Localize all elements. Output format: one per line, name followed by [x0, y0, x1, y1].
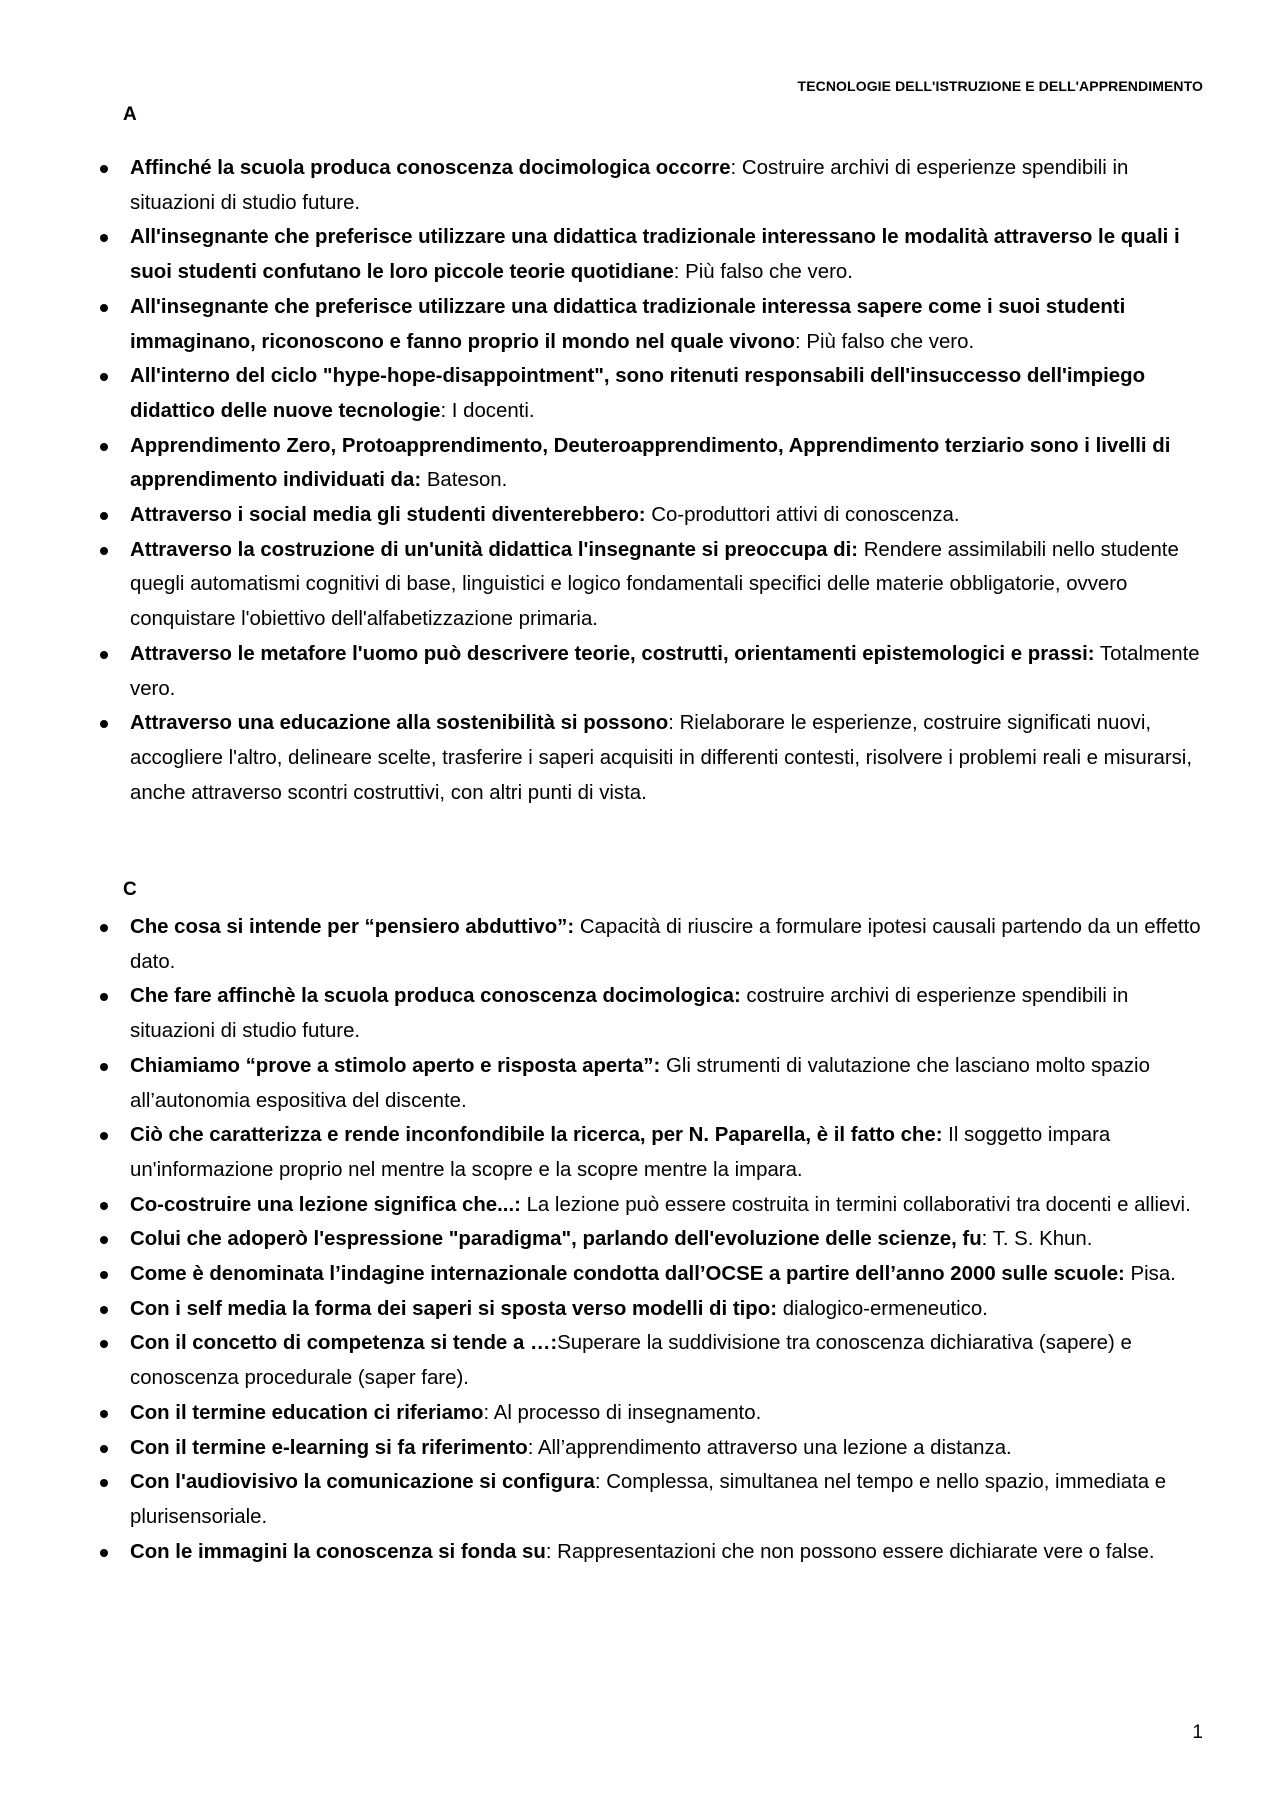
- bullet-icon: [100, 512, 108, 520]
- bullet-icon: [100, 1132, 108, 1140]
- list-item: [130, 1257, 1205, 1292]
- list-item: [130, 1118, 1205, 1187]
- bullet-icon: [100, 547, 108, 555]
- separator: :: [795, 330, 807, 353]
- question-text: Co-costruire una lezione significa che...:: [130, 1193, 521, 1216]
- list-item: [130, 637, 1205, 706]
- bullet-icon: [100, 1410, 108, 1418]
- answer-text: Pisa.: [1130, 1263, 1176, 1286]
- bullet-icon: [100, 443, 108, 451]
- bullet-icon: [100, 1236, 108, 1244]
- answer-text: Costruire archivi di esperienze spendibili in situazioni di studio future.: [130, 157, 1129, 214]
- question-text: Con il termine education ci riferiamo: [130, 1401, 484, 1424]
- list-item: [130, 706, 1205, 810]
- list-item: [130, 979, 1205, 1048]
- bullet-icon: [100, 993, 108, 1001]
- list-item: [130, 498, 1205, 533]
- bullet-icon: [100, 1445, 108, 1453]
- question-text: Con il concetto di competenza si tende a …:: [130, 1332, 558, 1355]
- list-item: [130, 1292, 1205, 1327]
- bullet-icon: [100, 1306, 108, 1314]
- bullet-icon: [100, 651, 108, 659]
- answer-text: Più falso che vero.: [806, 330, 975, 353]
- bullet-icon: [100, 1271, 108, 1279]
- list-item: [130, 220, 1205, 289]
- separator: :: [594, 1471, 607, 1494]
- answer-text: Totalmente vero.: [130, 642, 1200, 700]
- separator: :: [527, 1436, 538, 1459]
- question-text: Con l'audiovisivo la comunicazione si configura: [130, 1471, 595, 1494]
- bullet-icon: [100, 924, 108, 932]
- question-text: Affinché la scuola produca conoscenza docimologica occorre: [130, 157, 731, 179]
- bullet-icon: [100, 1479, 108, 1487]
- question-text: Apprendimento Zero, Protoapprendimento, Deuteroapprendimento, Apprendimento terziario sono i livelli di apprendimento individuati da:: [130, 434, 1171, 492]
- separator: :: [545, 1540, 558, 1563]
- list-item: [130, 1222, 1205, 1257]
- answer-text: Rappresentazioni che non possono essere dichiarate vere o false.: [557, 1540, 1155, 1563]
- question-text: Attraverso una educazione alla sostenibilità si possono: [130, 712, 669, 735]
- section-c-list: [130, 910, 1205, 1569]
- list-item: [130, 533, 1205, 637]
- answer-text: dialogico-ermeneutico.: [782, 1297, 988, 1320]
- bullet-icon: [100, 1549, 108, 1557]
- separator: :: [981, 1228, 993, 1251]
- running-header: TECNOLOGIE DELL'ISTRUZIONE E DELL'APPRENDIMENTO: [797, 78, 1203, 94]
- answer-text: Gli strumenti di valutazione che lasciano molto spazio all’autonomia espositiva del discente.: [130, 1054, 1150, 1112]
- bullet-icon: [100, 234, 108, 242]
- separator: :: [440, 399, 452, 422]
- answer-text: Capacità di riuscire a formulare ipotesi causali partendo da un effetto dato.: [130, 916, 1201, 973]
- question-text: Con il termine e-learning si fa riferimento: [130, 1436, 528, 1459]
- question-text: All'interno del ciclo "hype-hope-disappointment", sono ritenuti responsabili dell'insuccesso dell'impiego didattico delle nuove tecnologie: [130, 365, 1146, 422]
- list-item: [130, 1188, 1205, 1223]
- answer-text: Bateson.: [426, 469, 508, 492]
- answer-text: T. S. Khun.: [992, 1228, 1093, 1251]
- question-text: Chiamiamo “prove a stimolo aperto e risposta aperta”:: [130, 1054, 661, 1077]
- list-item: [130, 1049, 1205, 1118]
- list-item: [130, 910, 1205, 979]
- answer-text: Superare la suddivisione tra conoscenza dichiarativa (sapere) e conoscenza procedurale (saper fare).: [130, 1332, 1132, 1390]
- question-text: Ciò che caratterizza e rende inconfondibile la ricerca, per N. Paparella, è il fatto che:: [130, 1124, 943, 1147]
- question-text: Che cosa si intende per “pensiero abduttivo”:: [130, 916, 575, 938]
- question-text: All'insegnante che preferisce utilizzare una didattica tradizionale interessano le modalità attraverso le quali i suoi studenti confutano le loro piccole teorie quotidiane: [130, 226, 1180, 284]
- question-text: Come è denominata l’indagine internazionale condotta dall’OCSE a partire dell’anno 2000 sulle scuole:: [130, 1263, 1125, 1286]
- section-heading-a: A: [123, 104, 137, 125]
- answer-text: I docenti.: [451, 399, 535, 422]
- separator: :: [668, 712, 680, 735]
- question-text: All'insegnante che preferisce utilizzare una didattica tradizionale interessa sapere come i suoi studenti immaginano, riconoscono e fanno proprio il mondo nel quale vivono: [130, 295, 1126, 353]
- bullet-icon: [100, 165, 108, 173]
- list-item: [130, 290, 1205, 359]
- question-text: Che fare affinchè la scuola produca conoscenza docimologica:: [130, 985, 741, 1008]
- answer-text: Complessa, simultanea nel tempo e nello spazio, immediata e plurisensoriale.: [130, 1471, 1167, 1528]
- separator: :: [673, 261, 686, 284]
- answer-text: La lezione può essere costruita in termini collaborativi tra docenti e allievi.: [526, 1193, 1191, 1216]
- answer-text: Il soggetto impara un'informazione proprio nel mentre la scopre e la scopre mentre la impara.: [130, 1124, 1111, 1181]
- list-item: [130, 1431, 1205, 1466]
- list-item: [130, 1465, 1205, 1534]
- answer-text: Più falso che vero.: [685, 261, 853, 284]
- question-text: Colui che adoperò l'espressione "paradigma", parlando dell'evoluzione delle scienze, fu: [130, 1228, 982, 1251]
- answer-text: Rielaborare le esperienze, costruire significati nuovi, accogliere l'altro, delineare scelte, trasferire i saperi acquisiti in differenti contesti, risolvere i problemi reali e misurarsi, anche attraverso scontri costruttivi, con altri punti di vista.: [130, 712, 1193, 804]
- separator: :: [483, 1401, 494, 1424]
- answer-text: costruire archivi di esperienze spendibili in situazioni di studio future.: [130, 985, 1129, 1043]
- question-text: Attraverso le metafore l'uomo può descrivere teorie, costrutti, orientamenti epistemologici e prassi:: [130, 642, 1095, 665]
- list-item: [130, 1535, 1205, 1570]
- list-item: [130, 1396, 1205, 1431]
- separator: :: [730, 157, 742, 179]
- bullet-icon: [100, 304, 108, 312]
- list-item: [130, 359, 1205, 428]
- bullet-icon: [100, 1202, 108, 1210]
- bullet-icon: [100, 1340, 108, 1348]
- page-number: 1: [1192, 1722, 1203, 1743]
- list-item: [130, 1326, 1205, 1395]
- answer-text: Rendere assimilabili nello studente quegli automatismi cognitivi di base, linguistici e logico fondamentali specifici delle materie obbligatorie, ovvero conquistare l'obiettivo dell'alfabetizzazione primaria.: [130, 538, 1179, 631]
- question-text: Con i self media la forma dei saperi si sposta verso modelli di tipo:: [130, 1297, 778, 1320]
- question-text: Con le immagini la conoscenza si fonda su: [130, 1540, 546, 1563]
- section-a-list: [130, 151, 1205, 810]
- bullet-icon: [100, 720, 108, 728]
- list-item: [130, 151, 1205, 220]
- list-item: [130, 429, 1205, 498]
- question-text: Attraverso i social media gli studenti diventerebbero:: [130, 504, 646, 527]
- section-heading-c: C: [123, 879, 137, 900]
- answer-text: Co-produttori attivi di conoscenza.: [651, 504, 960, 527]
- bullet-icon: [100, 1063, 108, 1071]
- answer-text: All’apprendimento attraverso una lezione a distanza.: [537, 1436, 1012, 1459]
- answer-text: Al processo di insegnamento.: [493, 1401, 762, 1424]
- bullet-icon: [100, 373, 108, 381]
- question-text: Attraverso la costruzione di un'unità didattica l'insegnante si preoccupa di:: [130, 538, 859, 561]
